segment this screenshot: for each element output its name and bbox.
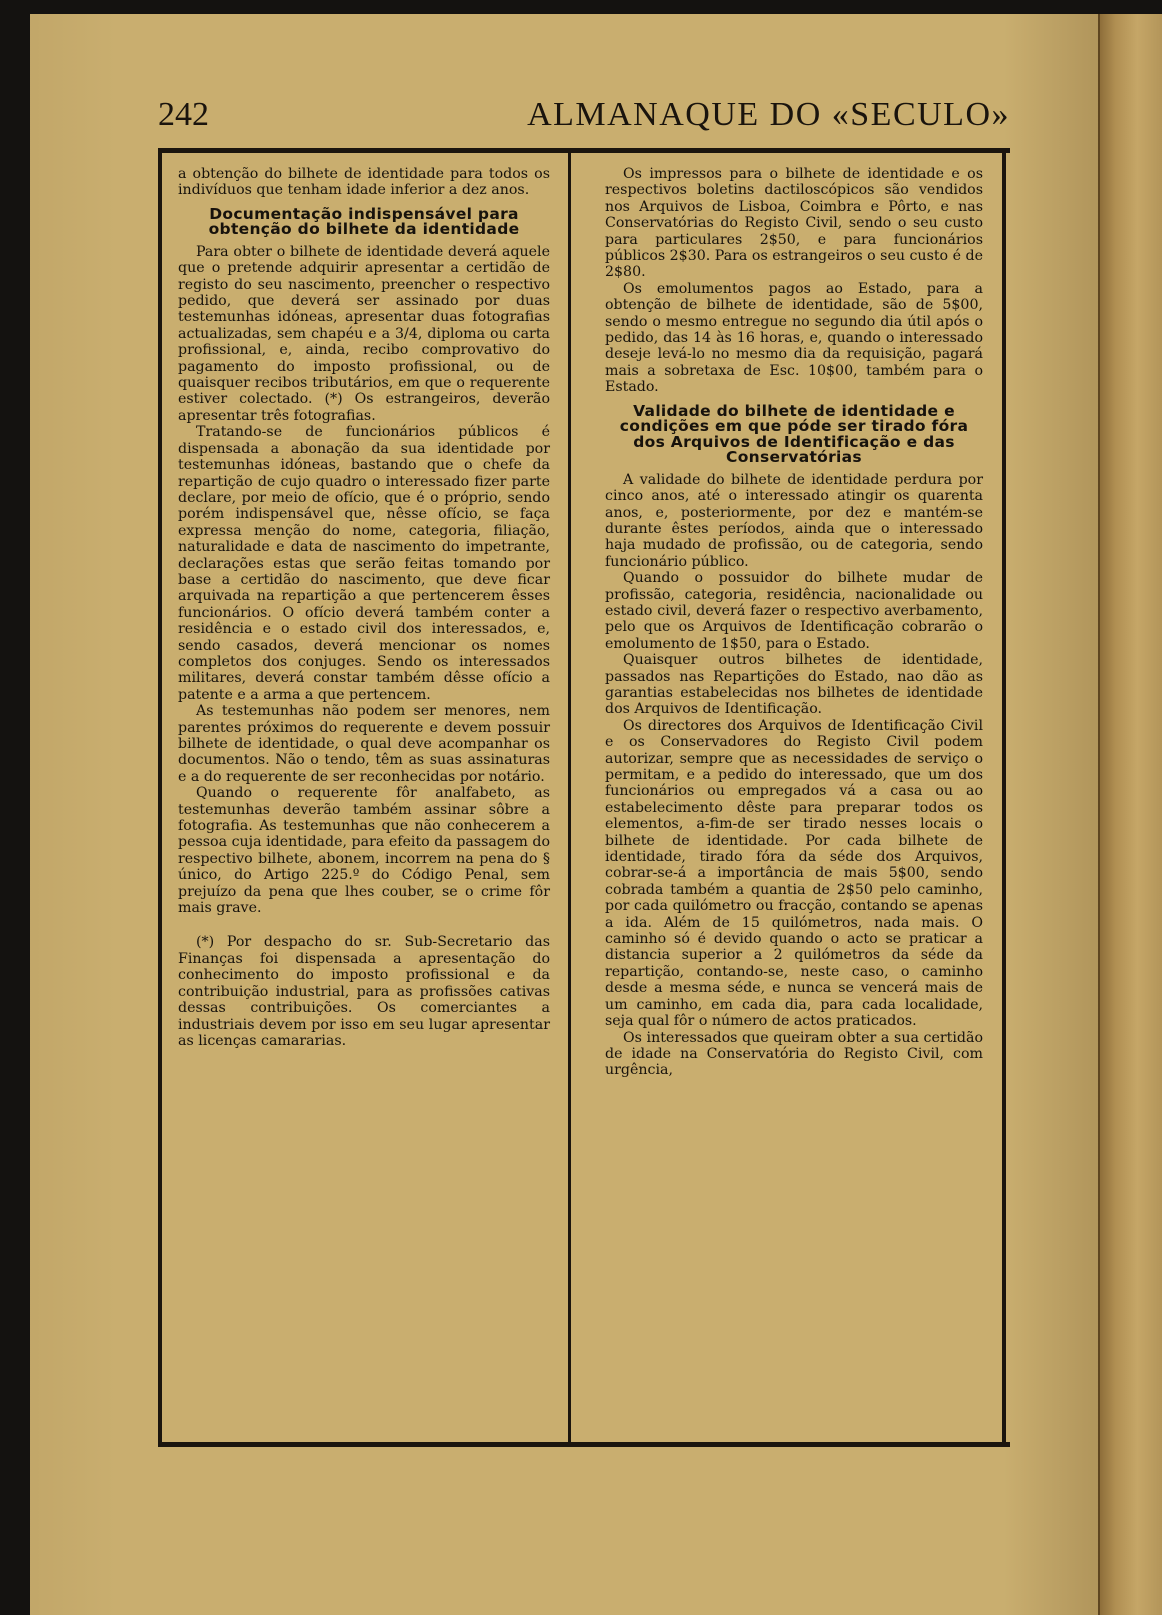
page-header [158, 96, 1010, 136]
paragraph: Para obter o bilhete de identidade deverá aquele que o pretende adquirir apresentar a certidão de registo do seu nascimento, preencher o respectivo pedido, que deverá ser assinado por duas testemunhas idóneas, apresentar duas fotografias actualizadas, sem chapéu e a 3/4, diploma ou carta profissional, e, ainda, recibo comprovativo do pagamento do imposto profissional, ou de quaisquer recibos tributários, em que o requerente estiver colectado. (*) Os estrangeiros, deverão apresentar três fotografias. [178, 243, 550, 424]
paragraph: Quando o possuidor do bilhete mudar de profissão, categoria, residência, nacionalidade ou estado civil, deverá fazer o respectivo averbamento, pelo que os Arquivos de Identificação cobrarão o emolumento de 1$50, para o Estado. [605, 570, 983, 652]
page-number: 242 [158, 96, 209, 133]
paragraph: Tratando-se de funcionários públicos é dispensada a abonação da sua identidade por testemunhas idóneas, bastando que o chefe da repartição de cujo quadro o interessado fizer parte declare, por meio de ofício, que é o próprio, sendo porém indispensável que, nêsse ofício, se faça expressa menção do nome, categoria, filiação, naturalidade e data de nascimento do impetrante, declarações estas que serão feitas tomando por base a certidão do nascimento, que deve ficar arquivada na repartição a que pertencerem êsses funcionários. O ofício deverá também conter a residência e o estado civil dos interessados, e, sendo casados, deverá mencionar os nomes completos dos conjuges. Sendo os interessados militares, deverá constar também dêsse ofício a patente e a arma a que pertencem. [178, 424, 550, 703]
paragraph: A validade do bilhete de identidade perdura por cinco anos, até o interessado atingir os quarenta anos, e, posteriormente, por dez e mantém-se durante êstes períodos, ainda que o interessado haja mudado de profissão, ou de categoria, sendo funcionário público. [605, 471, 983, 570]
right-border [1002, 152, 1006, 1444]
top-rule [158, 148, 1010, 153]
section-heading-documentation: Documentação indispensável para obtenção do bilhete da identidade [208, 204, 520, 239]
left-column [178, 166, 550, 1049]
footnote: (*) Por despacho do sr. Sub-Secretario das Finanças foi dispensada a apresentação do conhecimento do imposto profissional e da contribuição industrial, para as profissões cativas dessas contribuições. Os comerciantes a industriais devem por isso em seu lugar apresentar as licenças camararias. [178, 934, 550, 1049]
left-border [158, 152, 162, 1444]
page-stack-edge [1100, 14, 1162, 1615]
paragraph: Os directores dos Arquivos de Identificação Civil e os Conservadores do Registo Civil podem autorizar, sempre que as necessidades de serviço o permitam, e a pedido do interessado, que um dos funcionários ou empregados vá a casa ou ao estabelecimento dêste para preparar todos os elementos, a-fim-de ser tirado nesses locais o bilhete de identidade. Por cada bilhete de identidade, tirado fóra da séde dos Arquivos, cobrar-se-á a importância de mais 5$00, sendo cobrada também a quantia de 2$50 pelo caminho, por cada quilómetro ou fracção, contando se apenas a ida. Além de 15 quilómetros, nada mais. O caminho só é devido quando o acto se praticar a distancia superior a 2 quilómetros da séde da repartição, contando-se, neste caso, o caminho desde a mesma séde, e nunca se vencerá mais de um caminho, em cada dia, para cada localidade, seja qual fôr o número de actos praticados. [605, 717, 983, 1030]
paragraph: Quando o requerente fôr analfabeto, as testemunhas deverão também assinar sôbre a fotografia. As testemunhas que não conhecerem a pessoa cuja identidade, para efeito da passagem do respectivo bilhete, abonem, incorrem na pena do § único, do Artigo 225.º do Código Penal, sem prejuízo da pena que lhes couber, se o crime fôr mais grave. [178, 785, 550, 917]
paragraph: As testemunhas não podem ser menores, nem parentes próximos do requerente e devem possuir bilhete de identidade, o qual deve acompanhar os documentos. Não o tendo, têm as suas assinaturas e a do requerente de ser reconhecidas por notário. [178, 703, 550, 785]
bottom-rule [158, 1442, 1010, 1447]
paragraph: Os impressos para o bilhete de identidade e os respectivos boletins dactiloscópicos são vendidos nos Arquivos de Lisboa, Coimbra e Pôrto, e nas Conservatórias do Registo Civil, sendo o seu custo para particulares 2$50, e para funcionários públicos 2$30. Para os estrangeiros o seu custo é de 2$80. [605, 166, 983, 281]
paragraph: Os interessados que queiram obter a sua certidão de idade na Conservatória do Registo Civil, com urgência, [605, 1029, 983, 1079]
paragraph: Quaisquer outros bilhetes de identidade, passados nas Repartições do Estado, nao dão as garantias estabelecidas nos bilhetes de identidade dos Arquivos de Identificação. [605, 652, 983, 718]
page-title: ALMANAQUE DO «SECULO» [527, 96, 1010, 133]
right-column [605, 166, 983, 1079]
column-divider [568, 152, 571, 1444]
section-heading-validity: Validade do bilhete de identidade e condições em que póde ser tirado fóra dos Arquivos de Identificação e das Conservatórias [619, 401, 969, 467]
paragraph: Os emolumentos pagos ao Estado, para a obtenção de bilhete de identidade, são de 5$00, sendo o mesmo entregue no segundo dia útil após o pedido, das 14 às 16 horas, e, quando o interessado deseje levá-lo no mesmo dia da requisição, pagará mais a sobretaxa de Esc. 10$00, também para o Estado. [605, 280, 983, 396]
intro-paragraph: a obtenção do bilhete de identidade para todos os indivíduos que tenham idade inferior a dez anos. [178, 166, 550, 199]
